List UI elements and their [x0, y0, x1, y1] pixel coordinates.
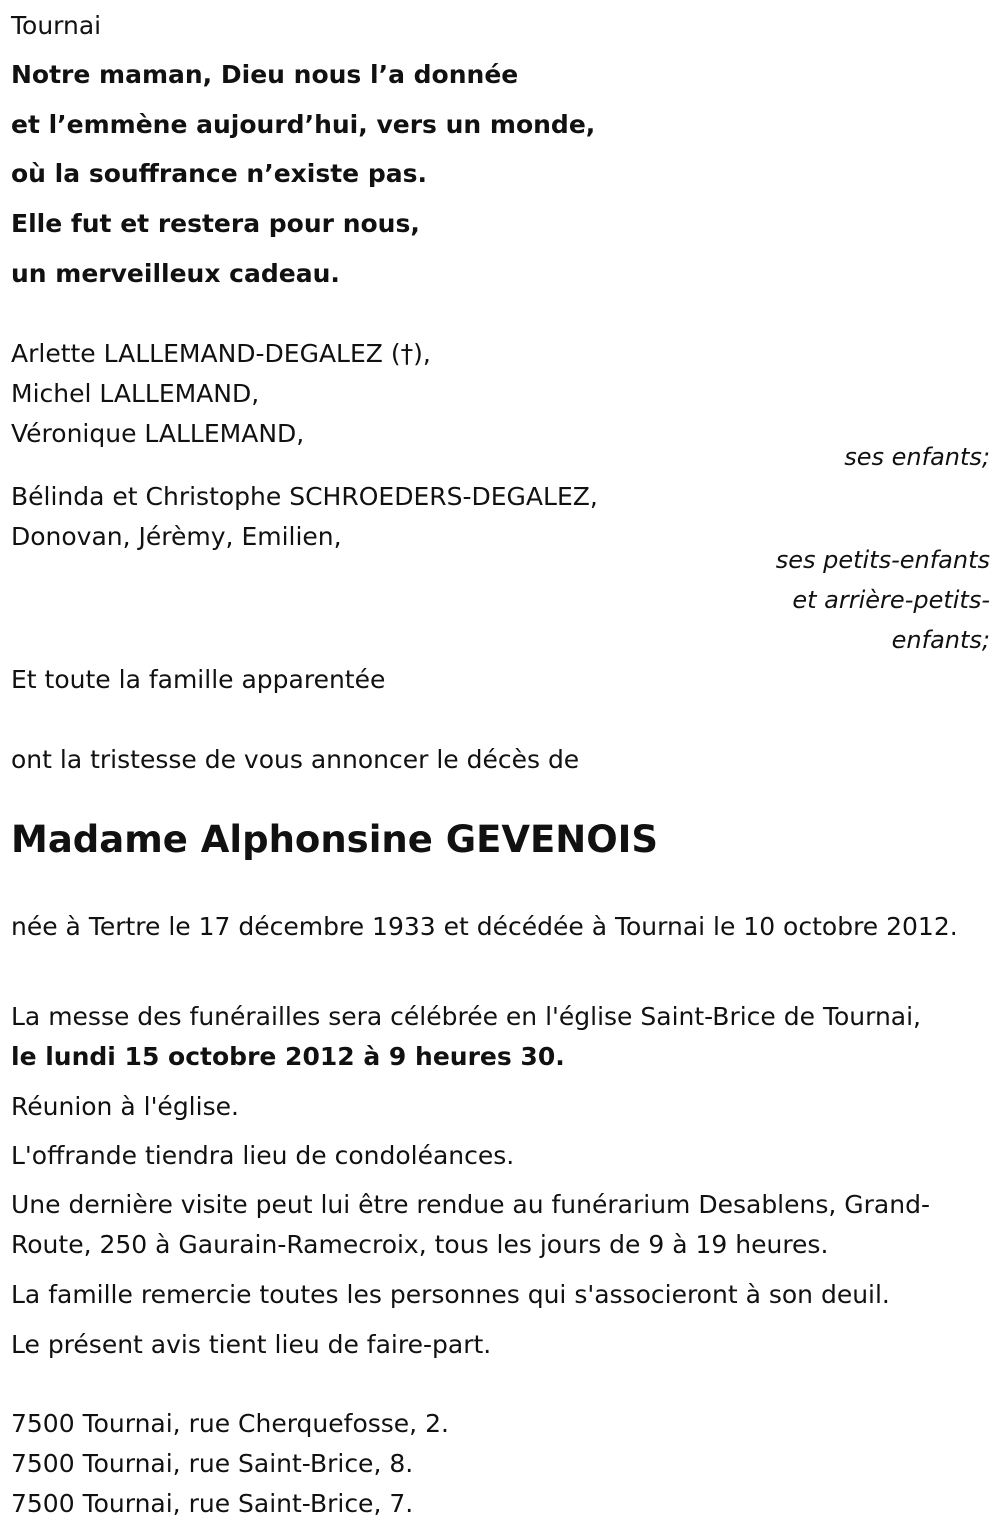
mass-info	[11, 997, 991, 1077]
notice: Le présent avis tient lieu de faire-part.	[11, 1330, 492, 1359]
poem-line: un merveilleux cadeau.	[11, 259, 340, 288]
deceased-name: Madame Alphonsine GEVENOIS	[11, 818, 659, 861]
thanks: La famille remercie toutes les personnes qui s'associeront à son deuil.	[11, 1280, 890, 1309]
city-header: Tournai	[11, 11, 102, 40]
offering: L'offrande tiendra lieu de condoléances.	[11, 1141, 515, 1170]
grandchild-name: Bélinda et Christophe SCHROEDERS-DEGALEZ,	[11, 482, 598, 511]
child-name: Véronique LALLEMAND,	[11, 419, 305, 448]
grandchildren-role-line: enfants;	[891, 626, 990, 654]
address-line: 7500 Tournai, rue Saint-Brice, 8.	[11, 1449, 414, 1478]
poem-line: Notre maman, Dieu nous l’a donnée	[11, 60, 519, 89]
grandchildren-role-line: ses petits-enfants	[775, 546, 990, 574]
visit: Une dernière visite peut lui être rendue au funérarium Desablens, Grand-Route, 250 à Gaurain-Ramecroix, tous les jours de 9 à 19 heures.	[11, 1190, 930, 1259]
child-name: Arlette LALLEMAND-DEGALEZ (†),	[11, 339, 431, 368]
announce-line: ont la tristesse de vous annoncer le décès de	[11, 745, 580, 774]
grandchild-name: Donovan, Jérèmy, Emilien,	[11, 522, 342, 551]
children-role: ses enfants;	[844, 443, 990, 471]
mass-datetime: le lundi 15 octobre 2012 à 9 heures 30.	[11, 1042, 565, 1071]
grandchildren-role-line: et arrière-petits-	[792, 586, 990, 614]
child-name: Michel LALLEMAND,	[11, 379, 260, 408]
birth-death: née à Tertre le 17 décembre 1933 et décédée à Tournai le 10 octobre 2012.	[11, 912, 958, 941]
poem-line: et l’emmène aujourd’hui, vers un monde,	[11, 110, 596, 139]
mass-text: La messe des funérailles sera célébrée en l'église Saint-Brice de Tournai,	[11, 1002, 921, 1031]
family-line: Et toute la famille apparentée	[11, 665, 386, 694]
reunion: Réunion à l'église.	[11, 1092, 239, 1121]
address-line: 7500 Tournai, rue Cherquefosse, 2.	[11, 1409, 449, 1438]
poem-line: où la souffrance n’existe pas.	[11, 159, 427, 188]
poem-line: Elle fut et restera pour nous,	[11, 209, 420, 238]
address-line: 7500 Tournai, rue Saint-Brice, 7.	[11, 1489, 414, 1518]
